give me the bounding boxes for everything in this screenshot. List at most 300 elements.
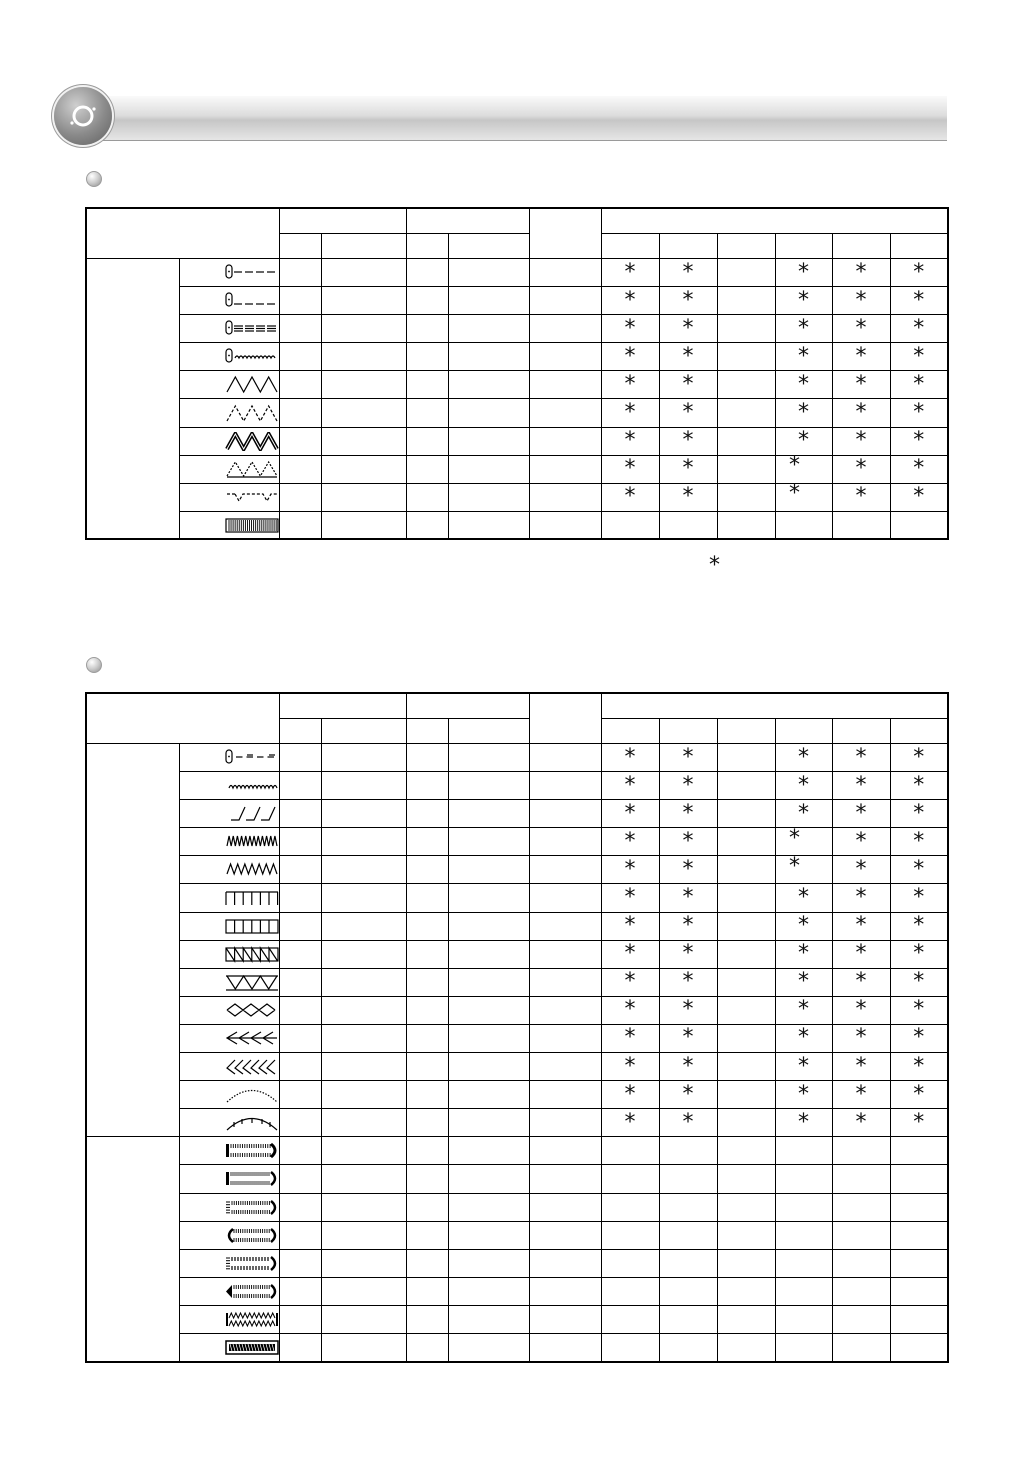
presser-foot-mark xyxy=(659,1277,717,1305)
presser-foot-mark xyxy=(717,744,775,772)
presser-foot-mark: * xyxy=(601,1109,659,1137)
setting-cell xyxy=(406,455,448,483)
setting-cell xyxy=(406,912,448,940)
setting-cell xyxy=(448,1305,529,1333)
presser-foot-mark: * xyxy=(659,371,717,399)
setting-cell xyxy=(279,996,321,1024)
setting-cell xyxy=(279,912,321,940)
presser-foot-mark xyxy=(717,912,775,940)
table-row xyxy=(86,1165,948,1193)
setting-cell xyxy=(279,800,321,828)
presser-foot-mark: * xyxy=(832,1109,890,1137)
presser-foot-mark xyxy=(717,287,775,315)
setting-cell xyxy=(448,912,529,940)
setting-cell xyxy=(321,1193,406,1221)
triple-zigzag-icon xyxy=(179,427,279,455)
setting-cell xyxy=(529,511,601,539)
presser-foot-mark: * xyxy=(601,371,659,399)
straight-stitch-center-icon xyxy=(179,259,279,287)
cross-stitch-icon xyxy=(179,996,279,1024)
setting-cell xyxy=(321,427,406,455)
setting-cell xyxy=(279,483,321,511)
presser-foot-mark xyxy=(601,1193,659,1221)
presser-foot-mark xyxy=(717,343,775,371)
scallop-stitch-icon xyxy=(179,1081,279,1109)
presser-foot-mark xyxy=(601,1137,659,1165)
setting-cell xyxy=(321,1277,406,1305)
presser-foot-mark: * xyxy=(775,800,832,828)
presser-foot-mark: * xyxy=(890,455,948,483)
presser-foot-mark xyxy=(832,1137,890,1165)
table-row xyxy=(86,427,948,455)
setting-cell xyxy=(279,1277,321,1305)
presser-foot-mark: * xyxy=(890,287,948,315)
section-bullet xyxy=(86,657,102,673)
presser-foot-mark xyxy=(775,1249,832,1277)
setting-cell xyxy=(406,1024,448,1052)
presser-foot-mark: * xyxy=(890,940,948,968)
presser-foot-mark xyxy=(601,1305,659,1333)
setting-cell xyxy=(448,1137,529,1165)
presser-foot-mark: * xyxy=(601,744,659,772)
presser-foot-mark: * xyxy=(659,996,717,1024)
section-bullet xyxy=(86,171,102,187)
presser-foot-mark: * xyxy=(832,483,890,511)
setting-cell xyxy=(529,912,601,940)
setting-cell xyxy=(529,1193,601,1221)
presser-foot-mark: * xyxy=(832,1053,890,1081)
presser-foot-mark xyxy=(717,1053,775,1081)
setting-cell xyxy=(406,1333,448,1361)
presser-foot-mark xyxy=(775,1221,832,1249)
presser-foot-mark xyxy=(775,511,832,539)
blind-hem-stitch-icon xyxy=(179,483,279,511)
presser-foot-mark: * xyxy=(890,427,948,455)
presser-foot-mark: * xyxy=(775,427,832,455)
setting-cell xyxy=(321,371,406,399)
presser-foot-mark: * xyxy=(601,1081,659,1109)
setting-cell xyxy=(448,259,529,287)
box-overlock-icon xyxy=(179,912,279,940)
buttonhole-keyhole-icon xyxy=(179,1277,279,1305)
presser-foot-mark xyxy=(717,1221,775,1249)
setting-cell xyxy=(448,800,529,828)
presser-foot-mark xyxy=(601,1249,659,1277)
setting-cell xyxy=(279,884,321,912)
setting-cell xyxy=(406,744,448,772)
presser-foot-mark: * xyxy=(601,343,659,371)
presser-foot-mark xyxy=(659,1193,717,1221)
setting-cell xyxy=(321,455,406,483)
setting-cell xyxy=(448,427,529,455)
presser-foot-mark: * xyxy=(659,427,717,455)
presser-foot-mark xyxy=(717,371,775,399)
presser-foot-mark: * xyxy=(601,968,659,996)
presser-foot-mark xyxy=(717,511,775,539)
setting-cell xyxy=(448,1109,529,1137)
setting-cell xyxy=(279,772,321,800)
setting-cell xyxy=(529,1081,601,1109)
setting-cell xyxy=(406,884,448,912)
presser-foot-mark: * xyxy=(890,912,948,940)
setting-cell xyxy=(406,371,448,399)
setting-cell xyxy=(279,1249,321,1277)
presser-foot-mark xyxy=(775,1193,832,1221)
presser-foot-mark xyxy=(775,1277,832,1305)
presser-foot-mark: * xyxy=(659,940,717,968)
setting-cell xyxy=(529,1109,601,1137)
setting-cell xyxy=(448,483,529,511)
presser-foot-mark xyxy=(775,1137,832,1165)
zigzag-stitch-icon xyxy=(179,371,279,399)
presser-foot-mark: * xyxy=(659,455,717,483)
presser-foot-mark: * xyxy=(659,315,717,343)
presser-foot-mark: * xyxy=(832,1081,890,1109)
table-row xyxy=(86,856,948,884)
setting-cell xyxy=(406,511,448,539)
buttonhole-zigzag-icon xyxy=(179,1305,279,1333)
presser-foot-mark: * xyxy=(601,315,659,343)
setting-cell xyxy=(448,772,529,800)
setting-cell xyxy=(406,856,448,884)
presser-foot-mark xyxy=(717,1081,775,1109)
setting-cell xyxy=(279,1053,321,1081)
presser-foot-mark: * xyxy=(832,800,890,828)
presser-foot-mark: * xyxy=(601,940,659,968)
presser-foot-mark: * xyxy=(775,287,832,315)
bar-tack-icon xyxy=(179,511,279,539)
presser-foot-mark xyxy=(717,1137,775,1165)
presser-foot-mark: * xyxy=(659,800,717,828)
setting-cell xyxy=(529,884,601,912)
presser-foot-mark: * xyxy=(832,427,890,455)
setting-cell xyxy=(406,315,448,343)
setting-cell xyxy=(279,1165,321,1193)
table-row xyxy=(86,1024,948,1052)
setting-cell xyxy=(321,1249,406,1277)
setting-cell xyxy=(529,1165,601,1193)
presser-foot-mark: * xyxy=(601,884,659,912)
setting-cell xyxy=(448,744,529,772)
table-row xyxy=(86,511,948,539)
triple-straight-stitch-icon xyxy=(179,315,279,343)
presser-foot-mark: * xyxy=(832,828,890,856)
setting-cell xyxy=(448,1053,529,1081)
presser-foot-mark: * xyxy=(890,884,948,912)
presser-foot-mark xyxy=(717,884,775,912)
header-row xyxy=(86,208,948,234)
group-label-cell xyxy=(86,1137,179,1362)
table-row xyxy=(86,1109,948,1137)
presser-foot-mark: * xyxy=(775,1081,832,1109)
presser-foot-mark xyxy=(890,1193,948,1221)
setting-cell xyxy=(406,427,448,455)
presser-foot-mark xyxy=(717,772,775,800)
presser-foot-mark xyxy=(659,1165,717,1193)
straight-stitch-left-icon xyxy=(179,287,279,315)
presser-foot-mark xyxy=(890,1333,948,1361)
setting-cell xyxy=(529,455,601,483)
setting-cell xyxy=(529,1221,601,1249)
presser-foot-dial-icon xyxy=(54,87,112,145)
presser-foot-mark xyxy=(659,1305,717,1333)
presser-foot-mark: * xyxy=(890,259,948,287)
setting-cell xyxy=(279,511,321,539)
setting-cell xyxy=(448,371,529,399)
presser-foot-mark: * xyxy=(775,744,832,772)
presser-foot-mark xyxy=(717,483,775,511)
presser-foot-mark: * xyxy=(601,427,659,455)
setting-cell xyxy=(321,1109,406,1137)
setting-cell xyxy=(529,744,601,772)
setting-cell xyxy=(406,399,448,427)
setting-cell xyxy=(448,1081,529,1109)
presser-foot-mark: * xyxy=(890,744,948,772)
presser-foot-mark: * xyxy=(832,968,890,996)
presser-foot-mark: * xyxy=(601,856,659,884)
table-row xyxy=(86,1305,948,1333)
buttonhole-heirloom-icon xyxy=(179,1249,279,1277)
presser-foot-mark: * xyxy=(601,828,659,856)
setting-cell xyxy=(321,996,406,1024)
setting-cell xyxy=(406,483,448,511)
setting-cell xyxy=(529,259,601,287)
presser-foot-mark xyxy=(659,1137,717,1165)
presser-foot-mark: * xyxy=(601,483,659,511)
presser-foot-mark xyxy=(832,1277,890,1305)
setting-cell xyxy=(529,828,601,856)
setting-cell xyxy=(321,483,406,511)
table-row xyxy=(86,1081,948,1109)
overlock-stitch-icon xyxy=(179,884,279,912)
presser-foot-mark xyxy=(890,1305,948,1333)
setting-cell xyxy=(321,772,406,800)
buttonhole-bound-icon xyxy=(179,1333,279,1361)
setting-cell xyxy=(448,287,529,315)
presser-foot-mark: * xyxy=(832,1024,890,1052)
presser-foot-mark: * xyxy=(659,856,717,884)
presser-foot-mark: * xyxy=(601,800,659,828)
setting-cell xyxy=(279,968,321,996)
setting-cell xyxy=(529,996,601,1024)
presser-foot-mark: * xyxy=(659,1109,717,1137)
setting-cell xyxy=(448,1277,529,1305)
presser-foot-mark xyxy=(659,1333,717,1361)
presser-foot-mark: * xyxy=(601,399,659,427)
buttonhole-both-round-icon xyxy=(179,1221,279,1249)
presser-foot-mark xyxy=(890,1165,948,1193)
presser-foot-mark: * xyxy=(659,1053,717,1081)
setting-cell xyxy=(279,399,321,427)
setting-cell xyxy=(321,1333,406,1361)
buttonhole-stretch-icon xyxy=(179,1193,279,1221)
setting-cell xyxy=(279,828,321,856)
presser-foot-mark: * xyxy=(601,1053,659,1081)
presser-foot-mark: * xyxy=(601,455,659,483)
setting-cell xyxy=(406,1249,448,1277)
setting-cell xyxy=(448,996,529,1024)
setting-cell xyxy=(406,343,448,371)
presser-foot-mark: * xyxy=(659,1081,717,1109)
table-row xyxy=(86,772,948,800)
setting-cell xyxy=(448,968,529,996)
setting-cell xyxy=(529,1249,601,1277)
presser-foot-mark: * xyxy=(832,455,890,483)
presser-foot-mark xyxy=(775,1305,832,1333)
three-step-zigzag-icon xyxy=(179,399,279,427)
presser-foot-mark: * xyxy=(659,259,717,287)
feather-stitch-icon xyxy=(179,1053,279,1081)
presser-foot-mark: * xyxy=(775,772,832,800)
setting-cell xyxy=(529,287,601,315)
presser-foot-mark xyxy=(890,1137,948,1165)
setting-cell xyxy=(448,940,529,968)
setting-cell xyxy=(321,856,406,884)
table-row xyxy=(86,1193,948,1221)
header-row xyxy=(86,693,948,719)
presser-foot-mark: * xyxy=(659,744,717,772)
presser-foot-mark: * xyxy=(890,399,948,427)
group-label-cell xyxy=(86,744,179,1137)
setting-cell xyxy=(406,1305,448,1333)
setting-cell xyxy=(406,828,448,856)
presser-foot-mark xyxy=(717,940,775,968)
setting-cell xyxy=(448,828,529,856)
presser-foot-mark: * xyxy=(775,968,832,996)
setting-cell xyxy=(406,772,448,800)
presser-foot-mark: * xyxy=(832,259,890,287)
presser-foot-mark xyxy=(601,1221,659,1249)
presser-foot-mark: * xyxy=(659,287,717,315)
setting-cell xyxy=(279,744,321,772)
setting-cell xyxy=(448,343,529,371)
setting-cell xyxy=(529,1305,601,1333)
setting-cell xyxy=(406,1053,448,1081)
table-row xyxy=(86,996,948,1024)
presser-foot-mark: * xyxy=(775,259,832,287)
slant-stitch-icon xyxy=(179,800,279,828)
presser-foot-mark: * xyxy=(659,828,717,856)
table-row xyxy=(86,1333,948,1361)
presser-foot-mark xyxy=(717,828,775,856)
presser-foot-mark: * xyxy=(775,1109,832,1137)
presser-foot-mark xyxy=(717,455,775,483)
stitch-chart-decorative xyxy=(85,692,949,1363)
presser-foot-mark: * xyxy=(775,1024,832,1052)
presser-foot-mark xyxy=(717,1249,775,1277)
presser-foot-mark xyxy=(717,996,775,1024)
setting-cell xyxy=(529,1277,601,1305)
presser-foot-mark xyxy=(601,1333,659,1361)
setting-cell xyxy=(529,968,601,996)
setting-cell xyxy=(406,1137,448,1165)
presser-foot-mark: * xyxy=(775,399,832,427)
table-row xyxy=(86,287,948,315)
presser-foot-mark: * xyxy=(659,399,717,427)
stem-stitch-icon xyxy=(179,343,279,371)
presser-foot-mark: * xyxy=(659,1024,717,1052)
presser-foot-mark: * xyxy=(890,315,948,343)
buttonhole-round-end-icon xyxy=(179,1137,279,1165)
triangle-stitch-icon xyxy=(179,968,279,996)
setting-cell xyxy=(321,343,406,371)
table-row xyxy=(86,1277,948,1305)
setting-cell xyxy=(529,772,601,800)
table-row xyxy=(86,800,948,828)
presser-foot-mark: * xyxy=(659,343,717,371)
setting-cell xyxy=(529,940,601,968)
presser-foot-mark: * xyxy=(775,315,832,343)
presser-foot-mark: * xyxy=(775,940,832,968)
setting-cell xyxy=(279,1333,321,1361)
presser-foot-mark xyxy=(717,1277,775,1305)
setting-cell xyxy=(321,912,406,940)
table-row xyxy=(86,744,948,772)
presser-foot-mark xyxy=(717,1333,775,1361)
stretch-stitch-icon xyxy=(179,772,279,800)
table-row xyxy=(86,371,948,399)
presser-foot-mark: * xyxy=(890,996,948,1024)
presser-foot-mark xyxy=(717,1193,775,1221)
setting-cell xyxy=(448,1024,529,1052)
setting-cell xyxy=(321,1221,406,1249)
presser-foot-mark xyxy=(717,1305,775,1333)
presser-foot-mark: * xyxy=(890,1109,948,1137)
presser-foot-mark: * xyxy=(832,996,890,1024)
setting-cell xyxy=(321,1137,406,1165)
presser-foot-mark xyxy=(832,1165,890,1193)
setting-cell xyxy=(406,996,448,1024)
setting-cell xyxy=(279,856,321,884)
presser-foot-mark: * xyxy=(775,483,832,511)
table-row xyxy=(86,399,948,427)
basting-stitch-icon xyxy=(179,744,279,772)
setting-cell xyxy=(529,1024,601,1052)
presser-foot-mark xyxy=(717,1109,775,1137)
presser-foot-mark xyxy=(890,1277,948,1305)
presser-foot-mark xyxy=(717,259,775,287)
table-row xyxy=(86,455,948,483)
setting-cell xyxy=(448,1193,529,1221)
setting-cell xyxy=(406,287,448,315)
presser-foot-mark xyxy=(717,315,775,343)
setting-cell xyxy=(321,399,406,427)
setting-cell xyxy=(279,455,321,483)
setting-cell xyxy=(529,1137,601,1165)
presser-foot-mark xyxy=(717,1165,775,1193)
presser-foot-mark xyxy=(717,800,775,828)
setting-cell xyxy=(279,1137,321,1165)
setting-cell xyxy=(279,940,321,968)
setting-cell xyxy=(279,259,321,287)
setting-cell xyxy=(529,371,601,399)
section-title-bar xyxy=(78,96,947,141)
setting-cell xyxy=(321,1081,406,1109)
setting-cell xyxy=(279,427,321,455)
overcast-zigzag-icon xyxy=(179,455,279,483)
presser-foot-mark: * xyxy=(659,884,717,912)
presser-foot-mark: * xyxy=(832,772,890,800)
presser-foot-mark: * xyxy=(832,315,890,343)
presser-foot-mark: * xyxy=(890,343,948,371)
arrow-stitch-icon xyxy=(179,1024,279,1052)
presser-foot-mark xyxy=(832,1305,890,1333)
setting-cell xyxy=(529,483,601,511)
presser-foot-mark: * xyxy=(775,884,832,912)
setting-cell xyxy=(448,399,529,427)
presser-foot-mark: * xyxy=(775,996,832,1024)
presser-foot-mark xyxy=(832,511,890,539)
